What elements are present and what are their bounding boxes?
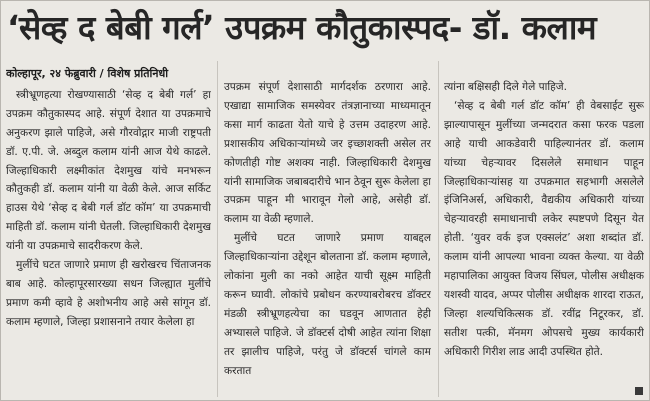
paragraph: त्यांना बक्षिसही दिले गेले पाहिजे. (444, 81, 568, 93)
column-divider (217, 61, 218, 397)
paragraph: मुलींचे घटत जाणारे प्रमाण याबद्दल जिल्हाधिकाऱ्यांना उद्देशून बोलताना डॉ. कलाम म्हणाले, लोकांना मुली का नको आहेत याची सूक्ष्म माहिती करून घ्यावी. लोकांचे प्रबोधन करण्याबरोबरच डॉक्टर मंडळी स्त्रीभ्रूणहत्येचा का घडवून आणतात हेही अभ्यासले पाहिजे. जे डॉक्टर्स दोषी आहेत त्यांना शिक्षा तर झालीच पाहिजे, परंतु जे डॉक्टर्स चांगले काम करतात (224, 232, 431, 377)
headline: ‘सेव्ह द बेबी गर्ल’ उपक्रम कौतुकास्पद- डॉ. कलाम (7, 8, 597, 47)
article-column-1 (6, 65, 211, 397)
paragraph: स्त्रीभ्रूणहत्या रोखण्यासाठी ‘सेव्ह द बेबी गर्ल’ हा उपक्रम कौतुकास्पद आहे. संपूर्ण देशात या उपक्रमाचे अनुकरण झाले पाहिजे, असे गौरवोद्गार माजी राष्ट्रपती डॉ. ए.पी. जे. अब्दुल कलाम यांनी आज येथे काढले. जिल्हाधिकारी लक्ष्मीकांत देशमुख यांचे मनभरून कौतुकही डॉ. कलाम यांनी या वेळी केले. आज सर्किट हाउस येथे ‘सेव्ह द बेबी गर्ल डॉट कॉम’ या उपक्रमाची माहिती डॉ. कलाम यांनी घेतली. जिल्हाधिकारी देशमुख यांनी या उपक्रमाचे सादरीकरण केले. (6, 88, 211, 253)
paragraph: मुलींचे घटत जाणारे प्रमाण ही खरोखरच चिंताजनक बाब आहे. कोल्हापूरसारख्या सधन जिल्ह्यात मुलींचे प्रमाण कमी व्हावे हे अशोभनीय आहे असे सांगून डॉ. कलाम म्हणाले, जिल्हा प्रशासनाने तयार केलेला हा (6, 259, 211, 328)
end-of-article-mark (635, 387, 643, 395)
paragraph: उपक्रम संपूर्ण देशासाठी मार्गदर्शक ठरणारा आहे. एखाद्या सामाजिक समस्येवर तंत्रज्ञानाच्या माध्यमातून कसा मार्ग काढता येतो याचे हे उत्तम उदाहरण आहे. प्रशासकीय अधिकाऱ्यांमध्ये जर इच्छाशक्ती असेल तर कोणतीही गोष्ट अशक्य नाही. जिल्हाधिकारी देशमुख यांनी सामाजिक जबाबदारीचे भान ठेवून सुरू केलेला हा उपक्रम पाहून मी भारावून गेलो आहे, असेही डॉ. कलाम या वेळी म्हणाले. (224, 81, 431, 226)
column-divider (438, 61, 439, 397)
dateline: कोल्हापूर, २४ फेब्रुवारी / विशेष प्रतिनिधी (6, 67, 169, 80)
article-column-3 (444, 78, 644, 397)
paragraph: ‘सेव्ह द बेबी गर्ल डॉट कॉम’ ही वेबसाईट सुरू झाल्यापासून मुलींच्या जन्मदरात कसा फरक पडला आहे याची आकडेवारी पाहिल्यानंतर डॉ. कलाम यांच्या चेहऱ्यावर दिसलेले समाधान पाहून जिल्हाधिकाऱ्यांसह या उपक्रमात सहभागी असलेले इंजिनिअर्स, अधिकारी, वैद्यकीय अधिकारी यांच्या चेहऱ्यावरही समाधानाची लकेर स्पष्टपणे दिसून येत होती. ‘युवर वर्क इज एक्सलंट’ अशा शब्दांत डॉ. कलाम यांनी आपल्या भावना व्यक्त केल्या. या वेळी महापालिका आयुक्त विजय सिंघल, पोलीस अधीक्षक यशस्वी यादव, अप्पर पोलीस अधीक्षक शारदा राऊत, जिल्हा शल्यचिकित्सक डॉ. रवींद्र निटूरकर, डॉ. सतीश पत्की, मॅनमग ओपसचे मुख्य कार्यकारी अधिकारी गिरीश लाड आदी उपस्थित होते. (444, 99, 644, 358)
article-column-2 (224, 78, 431, 397)
